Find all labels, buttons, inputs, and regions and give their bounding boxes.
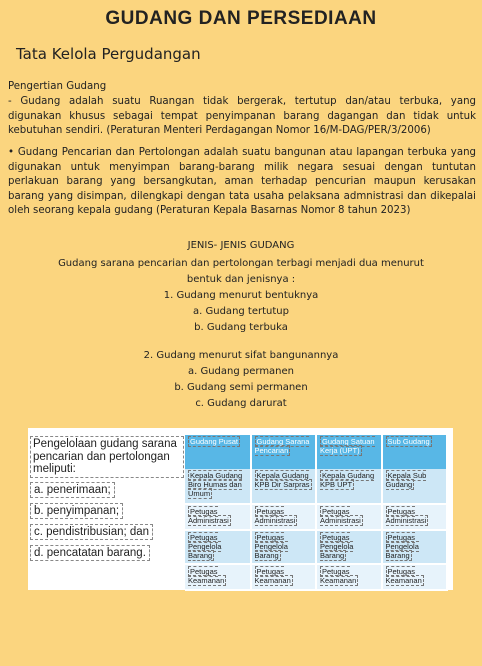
section-subtitle: Tata Kelola Pergudangan xyxy=(16,45,201,63)
table-row xyxy=(185,530,447,564)
pengertian-paragraph-2: • Gudang Pencarian dan Pertolongan adalah suatu bangunan atau lapangan terbuka yang digunakan untuk menyimpan barang-barang milik negara sesuai dengan tuntutan perlakuan barang yang bersangkutan, aman terhadap pencurian maupun kerusakan barang yang disimpan, dilengkapi dengan tata usaha pelaksana admnistrasi dan dikepalai oleh seorang kepala gudang (Peraturan Kepala Basarnas Nomor 8 tahun 2023) xyxy=(8,147,476,216)
table-cell: Petugas Administrasi xyxy=(382,504,448,530)
jenis-item-1a: a. Gudang tertutup xyxy=(193,306,289,317)
table-row xyxy=(185,564,447,590)
table-cell: Petugas Administrasi xyxy=(316,504,382,530)
table-cell: Petugas Administrasi xyxy=(251,504,317,530)
table-header-row xyxy=(185,435,447,469)
table-cell: Petugas Keamanan xyxy=(382,564,448,590)
pengelolaan-item-penyimpanan: b. penyimpanan; xyxy=(30,503,123,519)
table-cell: Petugas Keamanan xyxy=(185,564,251,590)
page-title: GUDANG DAN PERSEDIAAN xyxy=(105,8,377,29)
jenis-item-2a: a. Gudang permanen xyxy=(187,366,295,377)
jenis-item-2b: b. Gudang semi permanen xyxy=(174,382,308,393)
table-row xyxy=(185,504,447,530)
pengelolaan-item-pendistribusian: c. pendistribusian; dan xyxy=(30,524,153,540)
jenis-heading: JENIS- JENIS GUDANG xyxy=(187,240,295,251)
table-cell: Petugas Keamanan xyxy=(316,564,382,590)
table-cell: Kepala Gudang KPB Dir Sarpras xyxy=(251,469,317,504)
table-header-cell: Gudang Satuan Kerja (UPT) xyxy=(316,435,382,469)
table-row xyxy=(185,469,447,504)
jenis-item-1b: b. Gudang terbuka xyxy=(194,322,288,333)
table-cell: Petugas Pengelola Barang xyxy=(185,530,251,564)
pengelolaan-panel xyxy=(28,428,453,590)
table-cell: Petugas Administrasi xyxy=(185,504,251,530)
jenis-intro-line-2: bentuk dan jenisnya : xyxy=(186,274,296,285)
pengelolaan-heading: Pengelolaan gudang sarana pencarian dan pertolongan meliputi: xyxy=(30,436,184,478)
jenis-item-2c: c. Gudang darurat xyxy=(195,398,287,409)
table-cell: Kepala Gudang Biro Humas dan Umum xyxy=(185,469,251,504)
organization-table xyxy=(185,435,448,591)
jenis-item-2: 2. Gudang menurut sifat bangunannya xyxy=(143,350,339,361)
pengertian-heading: Pengertian Gudang xyxy=(8,81,107,92)
table-cell: Petugas Pengelola Barang xyxy=(316,530,382,564)
pengelolaan-item-penerimaan: a. penerimaan; xyxy=(30,482,115,498)
table-cell: Petugas Keamanan xyxy=(251,564,317,590)
table-cell: Petugas Pengelola Barang xyxy=(382,530,448,564)
table-cell: Kepala Sub Gudang xyxy=(382,469,448,504)
pengelolaan-item-pencatatan: d. pencatatan barang. xyxy=(30,545,150,561)
table-cell: Kepala Gudang KPB UPT xyxy=(316,469,382,504)
table-cell: Petugas Pengelola Barang xyxy=(251,530,317,564)
pengertian-paragraph-1: - Gudang adalah suatu Ruangan tidak bergerak, tertutup dan/atau terbuka, yang digunakan khusus sebagai tempat penyimpanan barang dagangan dan tidak untuk kebutuhan sendiri. (Peraturan Menteri Perdagangan Nomor 16/M-DAG/PER/3/2006) xyxy=(8,96,476,136)
jenis-intro-line-1: Gudang sarana pencarian dan pertolongan terbagi menjadi dua menurut xyxy=(58,258,424,269)
table-header-cell: Gudang Sarana Pencarian xyxy=(251,435,317,469)
table-header-cell: Sub Gudang xyxy=(382,435,448,469)
jenis-item-1: 1. Gudang menurut bentuknya xyxy=(163,290,319,301)
table-header-cell: Gudang Pusat xyxy=(185,435,251,469)
